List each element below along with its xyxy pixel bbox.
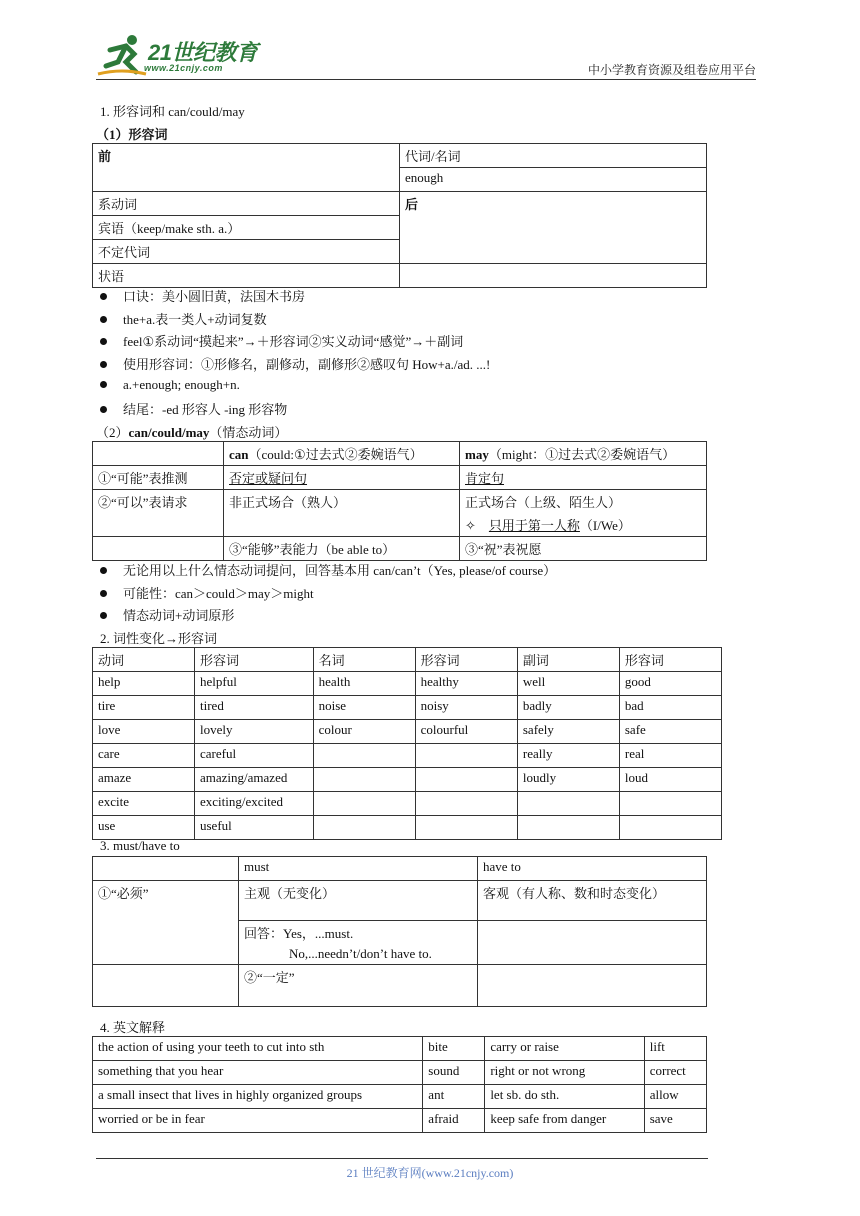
list-item: 可能性：can＞could＞may＞might bbox=[100, 583, 314, 602]
table-row bbox=[93, 1037, 707, 1061]
table-cell bbox=[415, 744, 517, 768]
header-cell: 动词 bbox=[93, 648, 195, 672]
empty-cell bbox=[93, 857, 239, 881]
list-item: 情态动词+动词原形 bbox=[100, 605, 234, 624]
empty-cell bbox=[478, 921, 707, 965]
list-item: the+a.表一类人+动词复数 bbox=[100, 309, 267, 328]
table-cell: loudly bbox=[517, 768, 619, 792]
can-header: can（could:①过去式②委婉语气） bbox=[224, 442, 460, 466]
table-cell: something that you hear bbox=[93, 1061, 423, 1085]
table-cell: real bbox=[619, 744, 721, 768]
table-header-row bbox=[93, 648, 722, 672]
table-cell: bite bbox=[423, 1037, 485, 1061]
table-cell bbox=[313, 744, 415, 768]
table-cell: tired bbox=[195, 696, 314, 720]
table-cell: save bbox=[644, 1109, 706, 1133]
header-divider bbox=[96, 79, 756, 80]
empty-cell bbox=[93, 442, 224, 466]
r1-label: ①“必须” bbox=[93, 881, 239, 965]
r2-may: 正式场合（上级、陌生人） ✧ 只用于第一人称（I/We） bbox=[460, 490, 707, 537]
header-cell: 形容词 bbox=[619, 648, 721, 672]
table-cell: correct bbox=[644, 1061, 706, 1085]
list-item: 口诀：美小圆旧黄，法国木书房 bbox=[100, 286, 305, 305]
section4-title: 4. 英文解释 bbox=[100, 1020, 166, 1035]
table-cell: amazing/amazed bbox=[195, 768, 314, 792]
r3-can: ③“能够”表能力（be able to） bbox=[224, 537, 460, 561]
must-have-to-table bbox=[92, 856, 707, 1007]
word-form-table bbox=[92, 647, 722, 840]
table-cell: carry or raise bbox=[485, 1037, 644, 1061]
table-cell: amaze bbox=[93, 768, 195, 792]
list-item: 无论用以上什么情态动词提问，回答基本用 can/can’t（Yes, please/of course） bbox=[100, 560, 556, 579]
table-row bbox=[93, 792, 722, 816]
empty-cell bbox=[478, 965, 707, 1007]
empty-cell bbox=[400, 264, 707, 288]
table-cell bbox=[313, 768, 415, 792]
table-cell bbox=[517, 792, 619, 816]
pronoun-cell: 代词/名词 bbox=[400, 144, 707, 168]
table-cell: lovely bbox=[195, 720, 314, 744]
table-cell: let sb. do sth. bbox=[485, 1085, 644, 1109]
table-cell bbox=[313, 792, 415, 816]
table-cell bbox=[313, 816, 415, 840]
footer-divider bbox=[96, 1158, 708, 1159]
table-row bbox=[93, 816, 722, 840]
logo-url: www.21cnjy.com bbox=[144, 63, 223, 73]
table-cell: colourful bbox=[415, 720, 517, 744]
table-cell bbox=[415, 792, 517, 816]
section3-title: 3. must/have to bbox=[100, 838, 180, 853]
table-cell: keep safe from danger bbox=[485, 1109, 644, 1133]
r2-label: ②“可以”表请求 bbox=[93, 490, 224, 537]
runner-logo-icon bbox=[96, 32, 148, 78]
must-header: must bbox=[239, 857, 478, 881]
table-row bbox=[93, 768, 722, 792]
r1-must: 主观（无变化） bbox=[239, 881, 478, 921]
table-cell: badly bbox=[517, 696, 619, 720]
table-row bbox=[93, 696, 722, 720]
section1-title: 1. 形容词和 can/could/may bbox=[100, 104, 245, 119]
table-row bbox=[93, 1085, 707, 1109]
list-item: feel①系动词“摸起来”→＋形容词②实义动词“感觉”→＋副词 bbox=[100, 331, 463, 350]
section1-sub1: （1）形容词 bbox=[96, 127, 168, 142]
r1-label: ①“可能”表推测 bbox=[93, 466, 224, 490]
table-cell bbox=[415, 816, 517, 840]
r3-may: ③“祝”表祝愿 bbox=[460, 537, 707, 561]
enough-cell: enough bbox=[400, 168, 707, 192]
section2-title: 2. 词性变化→形容词 bbox=[100, 631, 218, 646]
table-cell: worried or be in fear bbox=[93, 1109, 423, 1133]
r1-can: 否定或疑问句 bbox=[224, 466, 460, 490]
indef-cell: 不定代词 bbox=[93, 240, 400, 264]
definition-table bbox=[92, 1036, 707, 1133]
table-row bbox=[93, 1061, 707, 1085]
list-item: 使用形容词：①形修名，副修动，副修形②感叹句 How+a./ad. ...! bbox=[100, 354, 490, 373]
table-cell: help bbox=[93, 672, 195, 696]
table-cell: right or not wrong bbox=[485, 1061, 644, 1085]
table-cell: ant bbox=[423, 1085, 485, 1109]
table-cell: exciting/excited bbox=[195, 792, 314, 816]
header-cell: 名词 bbox=[313, 648, 415, 672]
front-cell: 前 bbox=[93, 144, 400, 192]
table-cell: excite bbox=[93, 792, 195, 816]
table-cell: safe bbox=[619, 720, 721, 744]
r2-can: 非正式场合（熟人） bbox=[224, 490, 460, 537]
table-cell: allow bbox=[644, 1085, 706, 1109]
table-cell: use bbox=[93, 816, 195, 840]
r2-must: 回答：Yes，...must. No,...needn’t/don’t have to. bbox=[239, 921, 478, 965]
table-cell bbox=[415, 768, 517, 792]
list-item: 结尾：-ed 形容人 -ing 形容物 bbox=[100, 399, 287, 418]
table-cell: noisy bbox=[415, 696, 517, 720]
may-header: may（might：①过去式②委婉语气） bbox=[460, 442, 707, 466]
table-cell: tire bbox=[93, 696, 195, 720]
r1-may: 肯定句 bbox=[460, 466, 707, 490]
object-cell: 宾语（keep/make sth. a.） bbox=[93, 216, 400, 240]
r3-must: ②“一定” bbox=[239, 965, 478, 1007]
have-to-header: have to bbox=[478, 857, 707, 881]
table-cell: really bbox=[517, 744, 619, 768]
table-cell: well bbox=[517, 672, 619, 696]
table-cell: colour bbox=[313, 720, 415, 744]
table-cell: a small insect that lives in highly organized groups bbox=[93, 1085, 423, 1109]
footer-text: 21 世纪教育网(www.21cnjy.com) bbox=[346, 1166, 514, 1180]
adjective-position-table bbox=[92, 143, 707, 288]
table-cell bbox=[619, 792, 721, 816]
table-cell: careful bbox=[195, 744, 314, 768]
table-row bbox=[93, 1109, 707, 1133]
r1-have: 客观（有人称、数和时态变化） bbox=[478, 881, 707, 921]
table-cell: healthy bbox=[415, 672, 517, 696]
table-cell: helpful bbox=[195, 672, 314, 696]
platform-name: 中小学教育资源及组卷应用平台 bbox=[587, 63, 756, 77]
table-cell: care bbox=[93, 744, 195, 768]
table-row bbox=[93, 720, 722, 744]
logo-name: 21世纪教育 bbox=[148, 40, 258, 65]
table-cell: the action of using your teeth to cut into sth bbox=[93, 1037, 423, 1061]
table-cell: afraid bbox=[423, 1109, 485, 1133]
table-row bbox=[93, 672, 722, 696]
header-cell: 形容词 bbox=[415, 648, 517, 672]
empty-cell bbox=[93, 965, 239, 1007]
back-cell: 后 bbox=[400, 192, 707, 264]
table-cell: love bbox=[93, 720, 195, 744]
table-cell: noise bbox=[313, 696, 415, 720]
modal-table bbox=[92, 441, 707, 561]
table-cell: useful bbox=[195, 816, 314, 840]
table-cell bbox=[619, 816, 721, 840]
header-cell: 副词 bbox=[517, 648, 619, 672]
table-cell: health bbox=[313, 672, 415, 696]
site-logo bbox=[96, 32, 266, 78]
table-cell: good bbox=[619, 672, 721, 696]
table-row bbox=[93, 744, 722, 768]
table-cell: loud bbox=[619, 768, 721, 792]
section1-sub2: （2）can/could/may（情态动词） bbox=[96, 425, 288, 440]
list-item: a.+enough; enough+n. bbox=[100, 377, 240, 393]
table-cell bbox=[517, 816, 619, 840]
table-cell: sound bbox=[423, 1061, 485, 1085]
linking-cell: 系动词 bbox=[93, 192, 400, 216]
table-cell: bad bbox=[619, 696, 721, 720]
adverbial-cell: 状语 bbox=[93, 264, 400, 288]
table-cell: safely bbox=[517, 720, 619, 744]
table-cell: lift bbox=[644, 1037, 706, 1061]
empty-cell bbox=[93, 537, 224, 561]
header-cell: 形容词 bbox=[195, 648, 314, 672]
